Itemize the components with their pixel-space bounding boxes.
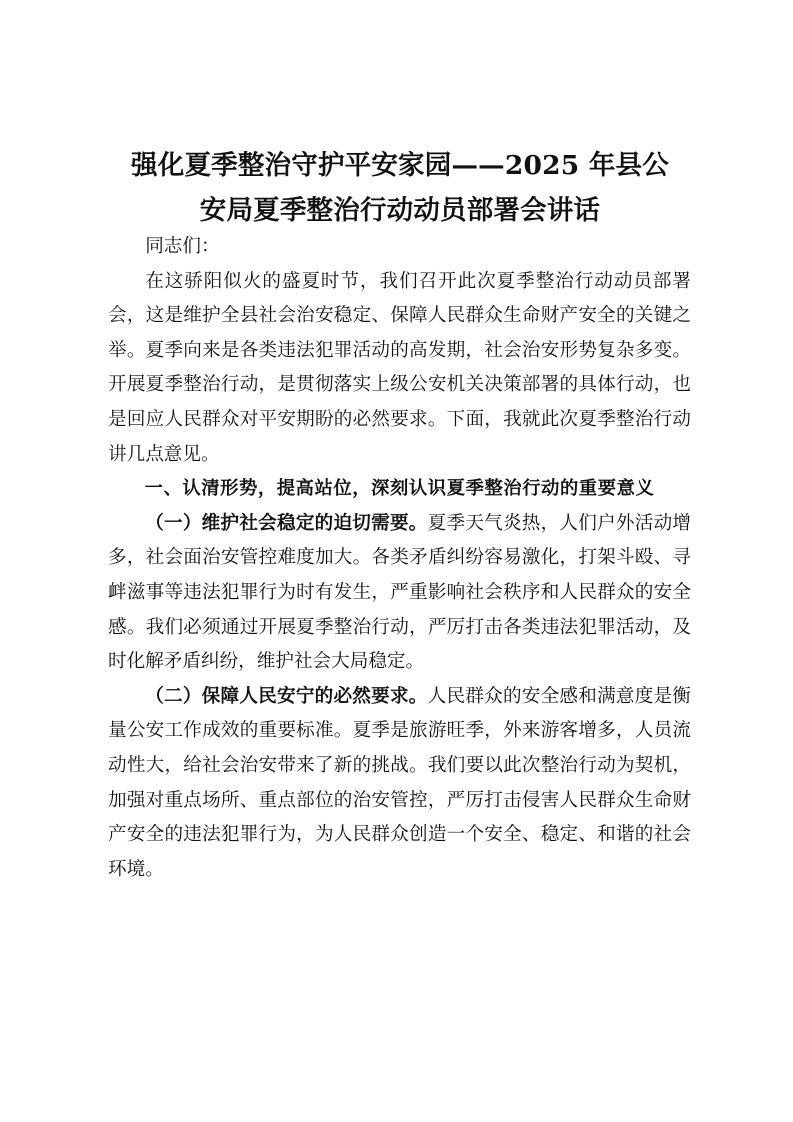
intro-paragraph: 在这骄阳似火的盛夏时节，我们召开此次夏季整治行动动员部署会，这是维护全县社会治安稳定、保障人民群众生命财产安全的关键之举。夏季向来是各类违法犯罪活动的高发期，社会治安形势复杂多变。开展夏季整治行动，是贯彻落实上级公安机关决策部署的具体行动，也是回应人民群众对平安期盼的必然要求。下面，我就此次夏季整治行动讲几点意见。 (108, 270, 691, 465)
item-1-text: 夏季天气炎热，人们户外活动增多，社会面治安管控难度加大。各类矛盾纠纷容易激化，打架斗殴、寻衅滋事等违法犯罪行为时有发生，严重影响社会秩序和人民群众的安全感。我们必须通过开展夏季整治行动，严厉打击各类违法犯罪活动，及时化解矛盾纠纷，维护社会大局稳定。 (108, 512, 691, 673)
section-1-item-1 (108, 507, 691, 680)
section-1-item-2 (108, 680, 691, 888)
title-line-2: 安局夏季整治行动动员部署会讲话 (199, 195, 601, 226)
item-1-label: （一）维护社会稳定的迫切需要。 (145, 512, 428, 534)
document-body (108, 230, 691, 887)
section-1-heading: 一、认清形势，提高站位，深刻认识夏季整治行动的重要意义 (144, 478, 655, 500)
item-2-text: 人民群众的安全感和满意度是衡量公安工作成效的重要标准。夏季是旅游旺季，外来游客增多，人员流动性大，给社会治安带来了新的挑战。我们要以此次整治行动为契机，加强对重点场所、重点部位的治安管控，严厉打击侵害人民群众生命财产安全的违法犯罪行为，为人民群众创造一个安全、稳定、和谐的社会环境。 (108, 685, 691, 880)
item-2-label: （二）保障人民安宁的必然要求。 (145, 685, 428, 707)
title-line-1: 强化夏季整治守护平安家园——2025 年县公 (131, 150, 669, 181)
greeting: 同志们： (145, 236, 220, 257)
document-title (100, 143, 700, 233)
